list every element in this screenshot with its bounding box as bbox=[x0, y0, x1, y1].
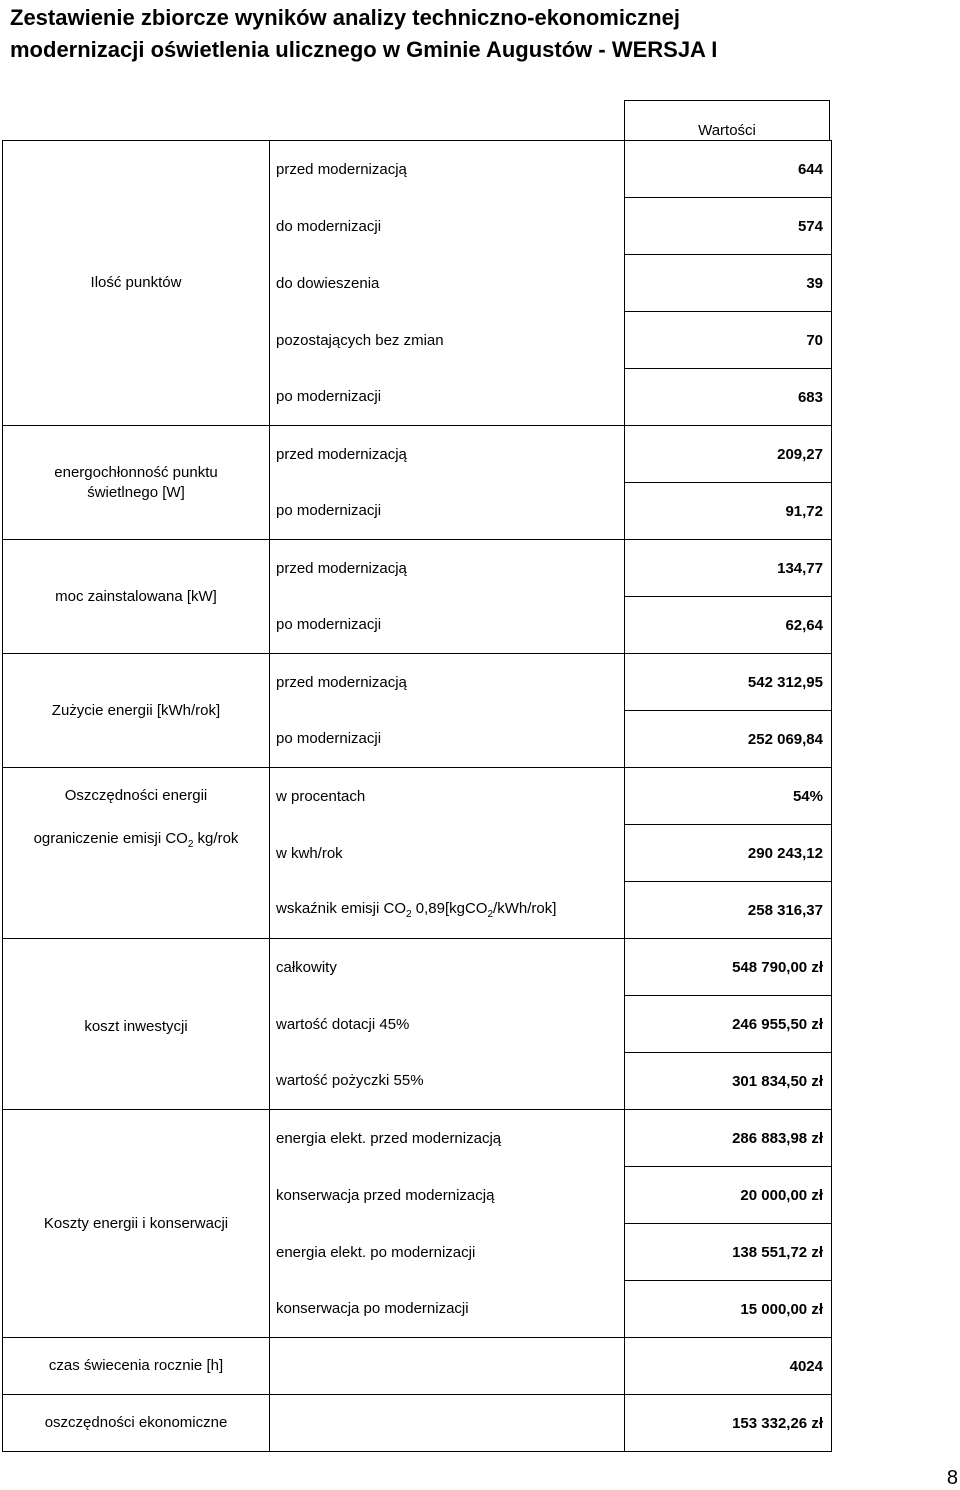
title-line-2: modernizacji oświetlenia ulicznego w Gminie Augustów - WERSJA I bbox=[10, 37, 718, 62]
row-label: po modernizacji bbox=[270, 711, 625, 768]
subscript: 2 bbox=[406, 908, 412, 920]
category-koszt-inwestycji: koszt inwestycji bbox=[3, 939, 270, 1110]
page-number: 8 bbox=[946, 1467, 958, 1489]
label-part: wskaźnik emisji CO bbox=[276, 899, 407, 917]
row-label: wartość dotacji 45% bbox=[270, 996, 625, 1053]
label-part: 0,89[kgCO bbox=[411, 899, 488, 917]
row-label: energia elekt. przed modernizacją bbox=[270, 1110, 625, 1167]
table-row bbox=[3, 141, 832, 198]
category-text: ograniczenie emisji CO bbox=[33, 829, 188, 847]
table-row bbox=[3, 426, 832, 483]
row-label: w kwh/rok bbox=[270, 825, 625, 882]
row-value: 252 069,84 bbox=[625, 711, 832, 768]
row-label: konserwacja po modernizacji bbox=[270, 1281, 625, 1338]
row-label: do dowieszenia bbox=[270, 255, 625, 312]
row-value: 138 551,72 zł bbox=[625, 1224, 832, 1281]
category-text: kg/rok bbox=[193, 829, 239, 847]
row-value: 70 bbox=[625, 312, 832, 369]
row-label: pozostających bez zmian bbox=[270, 312, 625, 369]
row-label: do modernizacji bbox=[270, 198, 625, 255]
category-ilosc-punktow: Ilość punktów bbox=[3, 141, 270, 426]
row-value: 91,72 bbox=[625, 483, 832, 540]
table-row bbox=[3, 654, 832, 711]
row-value: 209,27 bbox=[625, 426, 832, 483]
row-value: 39 bbox=[625, 255, 832, 312]
results-table bbox=[2, 140, 832, 1452]
title-line-1: Zestawienie zbiorcze wyników analizy techniczno-ekonomicznej bbox=[10, 5, 680, 30]
row-value: 20 000,00 zł bbox=[625, 1167, 832, 1224]
table-row bbox=[3, 939, 832, 996]
row-label: przed modernizacją bbox=[270, 540, 625, 597]
values-header: Wartości bbox=[624, 100, 830, 140]
table-row bbox=[3, 540, 832, 597]
row-label: w procentach bbox=[270, 768, 625, 825]
category-oszczednosci-ekonomiczne: oszczędności ekonomiczne bbox=[3, 1395, 270, 1452]
row-label: konserwacja przed modernizacją bbox=[270, 1167, 625, 1224]
category-line: świetlnego [W] bbox=[87, 483, 185, 501]
category-energochlonnosc bbox=[3, 426, 270, 540]
table-row bbox=[3, 825, 832, 882]
row-value: 301 834,50 zł bbox=[625, 1053, 832, 1110]
row-value: 134,77 bbox=[625, 540, 832, 597]
document-title bbox=[10, 2, 717, 66]
category-oszczednosci: Oszczędności energii bbox=[3, 768, 270, 825]
subscript: 2 bbox=[487, 908, 494, 920]
table-row bbox=[3, 768, 832, 825]
table-row bbox=[3, 1110, 832, 1167]
row-value: 246 955,50 zł bbox=[625, 996, 832, 1053]
row-label: całkowity bbox=[270, 939, 625, 996]
category-emisja bbox=[3, 825, 270, 939]
row-label: po modernizacji bbox=[270, 597, 625, 654]
row-value: 62,64 bbox=[625, 597, 832, 654]
label-part: /kWh/rok] bbox=[493, 899, 557, 917]
category-zuzycie: Zużycie energii [kWh/rok] bbox=[3, 654, 270, 768]
row-label: energia elekt. po modernizacji bbox=[270, 1224, 625, 1281]
row-label: po modernizacji bbox=[270, 483, 625, 540]
row-value: 4024 bbox=[625, 1338, 832, 1395]
row-value: 683 bbox=[625, 369, 832, 426]
row-value: 286 883,98 zł bbox=[625, 1110, 832, 1167]
row-label: przed modernizacją bbox=[270, 654, 625, 711]
row-label: przed modernizacją bbox=[270, 141, 625, 198]
row-label: wartość pożyczki 55% bbox=[270, 1053, 625, 1110]
row-value: 258 316,37 bbox=[625, 882, 832, 939]
row-label: po modernizacji bbox=[270, 369, 625, 426]
row-value: 54% bbox=[625, 768, 832, 825]
table-row bbox=[3, 1395, 832, 1452]
row-value: 153 332,26 zł bbox=[625, 1395, 832, 1452]
subscript: 2 bbox=[187, 838, 194, 850]
row-label: przed modernizacją bbox=[270, 426, 625, 483]
row-value: 644 bbox=[625, 141, 832, 198]
category-line: energochłonność punktu bbox=[54, 463, 218, 481]
row-value: 542 312,95 bbox=[625, 654, 832, 711]
row-value: 15 000,00 zł bbox=[625, 1281, 832, 1338]
category-czas-swiecenia: czas świecenia rocznie [h] bbox=[3, 1338, 270, 1395]
row-label bbox=[270, 1395, 625, 1452]
row-label bbox=[270, 1338, 625, 1395]
category-moc: moc zainstalowana [kW] bbox=[3, 540, 270, 654]
category-koszty-energii: Koszty energii i konserwacji bbox=[3, 1110, 270, 1338]
row-value: 290 243,12 bbox=[625, 825, 832, 882]
row-label bbox=[270, 882, 625, 939]
table-row bbox=[3, 1338, 832, 1395]
row-value: 574 bbox=[625, 198, 832, 255]
row-value: 548 790,00 zł bbox=[625, 939, 832, 996]
